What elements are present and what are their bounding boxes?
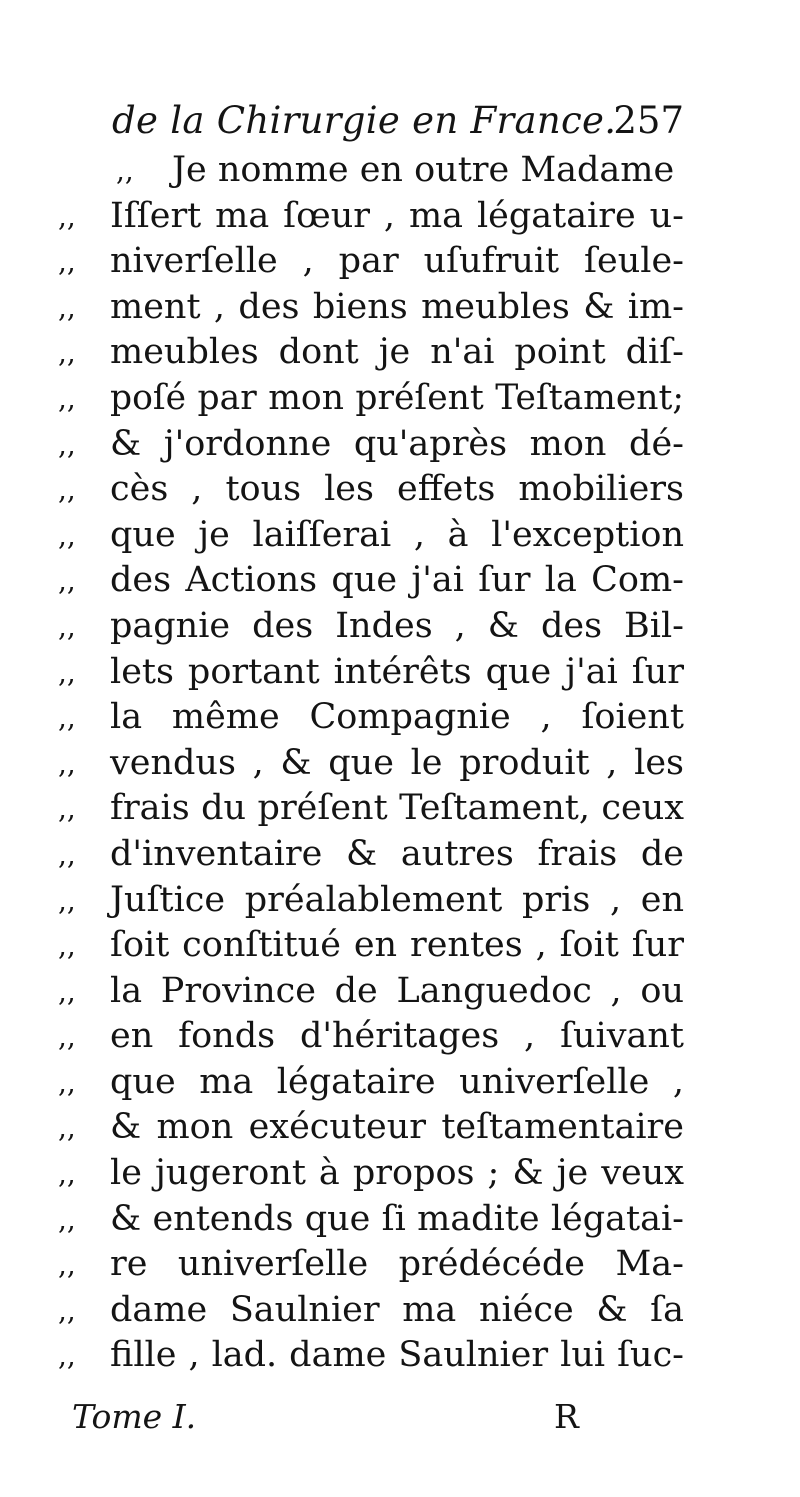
quote-mark: ,,	[58, 1248, 76, 1282]
text-line	[58, 695, 684, 741]
line-text: lets portant intérêts que j'ai ſur	[110, 651, 684, 692]
quote-mark: ,,	[58, 1157, 76, 1191]
line-text: & j'ordonne qu'après mon dé-	[110, 423, 684, 464]
text-line	[58, 923, 684, 969]
line-text: poſé par mon préſent Teſtament;	[110, 377, 684, 418]
line-text: & mon exécuteur teſtamentaire	[110, 1107, 684, 1148]
line-text: en fonds d'héritages , ſuivant	[110, 1016, 684, 1057]
line-text: niverſelle , par uſufruit ſeule-	[110, 241, 684, 282]
quote-mark: ,,	[58, 701, 76, 735]
text-line	[58, 467, 684, 513]
quote-mark: ,,	[58, 1293, 76, 1327]
quote-mark: ,,	[58, 929, 76, 963]
line-text: la même Compagnie , ſoient	[110, 697, 684, 738]
text-line	[58, 1060, 684, 1106]
quote-mark: ,,	[58, 199, 76, 233]
line-text: vendus , & que le produit , les	[110, 742, 684, 783]
page-footer	[72, 1394, 592, 1440]
line-text: le jugeront à propos ; & je veux	[110, 1153, 684, 1194]
text-line	[58, 1105, 684, 1151]
text-line	[58, 1288, 684, 1334]
line-text: des Actions que j'ai ſur la Com-	[110, 560, 684, 601]
line-text: meubles dont je n'ai point diſ-	[110, 332, 684, 373]
quote-mark: ,,	[58, 792, 76, 826]
quote-mark: ,,	[58, 1065, 76, 1099]
quote-mark: ,,	[58, 336, 76, 370]
quote-mark: ,,	[58, 1111, 76, 1145]
line-text: Je nomme en outre Madame	[172, 150, 675, 190]
line-text: dame Saulnier ma niéce & ſa	[110, 1289, 684, 1330]
quote-mark: ,,	[116, 154, 134, 187]
line-text: Iſſert ma ſœur , ma légataire u-	[110, 195, 684, 236]
text-line	[58, 741, 684, 787]
quote-mark: ,,	[58, 381, 76, 415]
text-line	[58, 422, 684, 468]
page-header	[112, 96, 684, 146]
line-text: la Province de Languedoc , ou	[110, 970, 684, 1011]
quote-mark: ,,	[58, 518, 76, 552]
text-line	[58, 1242, 684, 1288]
line-text: fille , lad. dame Saulnier lui ſuc-	[110, 1335, 684, 1376]
text-line	[58, 148, 684, 194]
text-line	[58, 969, 684, 1015]
text-line	[58, 650, 684, 696]
text-line	[58, 239, 684, 285]
quote-mark: ,,	[58, 883, 76, 917]
quote-mark: ,,	[58, 1202, 76, 1236]
quote-mark: ,,	[58, 564, 76, 598]
quote-mark: ,,	[58, 427, 76, 461]
signature-mark: R	[554, 1397, 579, 1436]
text-line	[58, 194, 684, 240]
line-text: ſoit conſtitué en rentes , ſoit ſur	[110, 925, 684, 966]
text-line	[58, 376, 684, 422]
quote-mark: ,,	[58, 290, 76, 324]
text-line	[58, 832, 684, 878]
line-text: & entends que ſi madite légatai-	[110, 1198, 684, 1239]
quote-mark: ,,	[58, 473, 76, 507]
text-line	[58, 330, 684, 376]
line-text: que je laiſſerai , à l'exception	[110, 514, 684, 555]
running-head: de la Chirurgie en France.	[112, 99, 617, 142]
text-line	[58, 1151, 684, 1197]
quote-mark: ,,	[58, 655, 76, 689]
quote-mark: ,,	[58, 746, 76, 780]
text-line	[58, 558, 684, 604]
text-line	[58, 1333, 684, 1379]
line-text: cès , tous les effets mobiliers	[110, 469, 684, 510]
quote-mark: ,,	[58, 974, 76, 1008]
line-text: ment , des biens meubles & im-	[110, 286, 684, 327]
quote-mark: ,,	[58, 837, 76, 871]
text-line	[58, 878, 684, 924]
line-text: frais du préſent Teſtament, ceux	[110, 788, 684, 829]
body-text	[58, 148, 684, 1379]
text-line	[58, 513, 684, 559]
line-text: Juſtice préalablement pris , en	[110, 879, 684, 920]
page-number: 257	[613, 99, 684, 142]
quote-mark: ,,	[58, 245, 76, 279]
volume-label: Tome I.	[72, 1397, 197, 1436]
quote-mark: ,,	[58, 1020, 76, 1054]
line-text: d'inventaire & autres frais de	[110, 833, 684, 874]
quote-mark: ,,	[58, 1339, 76, 1373]
text-line	[58, 1197, 684, 1243]
line-text: re univerſelle prédécéde Ma-	[110, 1244, 684, 1285]
line-text: que ma légataire univerſelle ,	[110, 1061, 684, 1102]
text-line	[58, 285, 684, 331]
text-line	[58, 604, 684, 650]
line-text: pagnie des Indes , & des Bil-	[110, 605, 684, 646]
text-line	[58, 786, 684, 832]
quote-mark: ,,	[58, 609, 76, 643]
text-line	[58, 1014, 684, 1060]
